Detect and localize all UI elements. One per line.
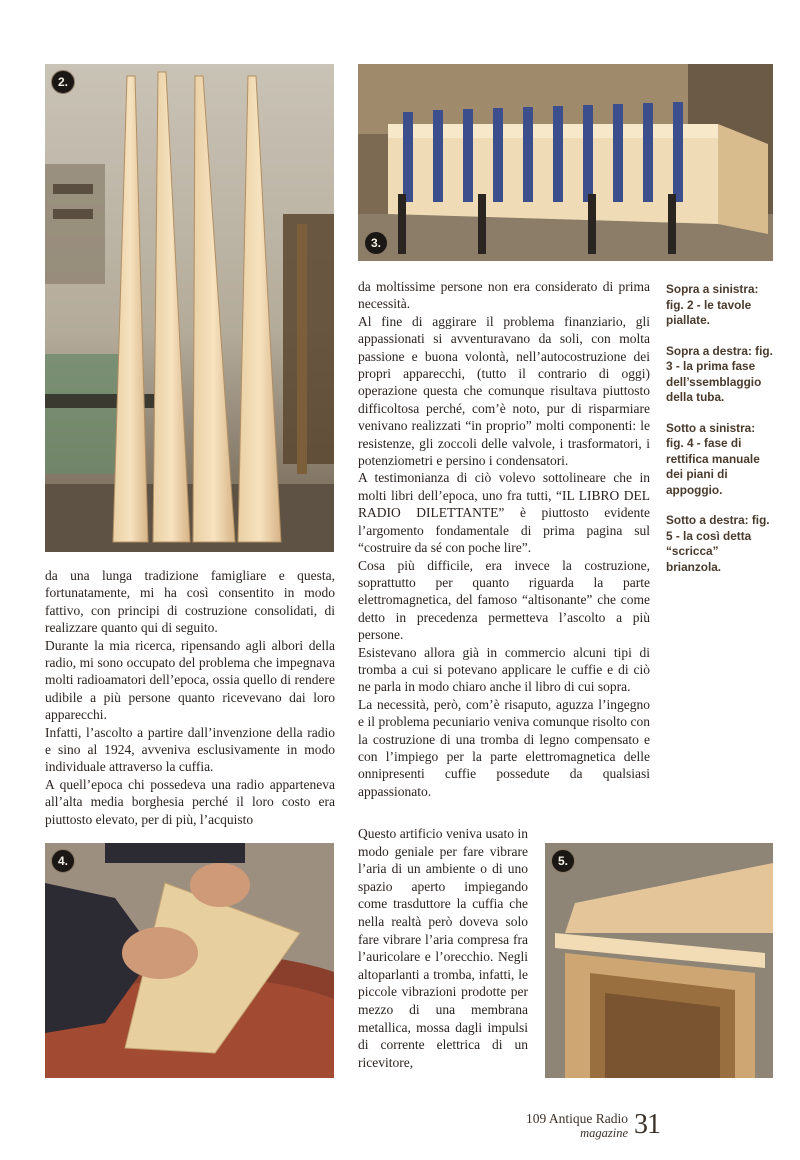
figure-5-number: 5. bbox=[551, 849, 575, 873]
caption-fig-2: Sopra a sinistra: fig. 2 - le tavole piallate. bbox=[666, 282, 759, 327]
figure-3-photo bbox=[358, 64, 773, 261]
paragraph: Esistevano allora già in commercio alcuni tipi di tromba a cui si potevano applicare le cuffie e di ciò ne parla in modo chiaro anche il libro di cui sopra. bbox=[358, 644, 650, 695]
issue-title: 109 Antique Radio bbox=[526, 1111, 628, 1126]
paragraph: Cosa più difficile, era invece la costruzione, soprattutto per quanto riguarda la parte elettromagnetica, del famoso “altisonante” che come detto in precedenza permetteva l’ascolto a più persone. bbox=[358, 557, 650, 643]
caption-fig-5: Sotto a destra: fig. 5 - la così detta “scricca” brianzola. bbox=[666, 513, 770, 574]
caption-fig-3: Sopra a destra: fig. 3 - la prima fase dell’ssemblaggio della tuba. bbox=[666, 343, 773, 404]
sanding-illustration bbox=[45, 843, 334, 1078]
middle-column-text bbox=[358, 278, 650, 800]
horn-box-illustration bbox=[545, 843, 773, 1078]
paragraph: Questo artificio veniva usato in modo geniale per fare vibrare l’aria di un ambiente o di uno spazio aperto impiegando come trasduttore la cuffia che nella realtà però doveva solo fare vibrare l’aria compresa fra l’auricolare e l’orecchio. Negli altoparlanti a tromba, infatti, le piccole vibrazioni prodotte per mezzo di una membrana metallica, mossa dagli impulsi di corrente elettrica di un ricevitore, bbox=[358, 826, 528, 1070]
paragraph: da moltissime persone non era considerato di prima necessità. bbox=[358, 279, 650, 312]
paragraph: Al fine di aggirare il problema finanziario, gli appassionati si avventuravano da soli, con molta passione e buona volontà, nell’autocostruzione dei propri apparecchi, (tutto il contrario di oggi) operazione questa che comunque risultava piuttosto difficoltosa perché, com’è noto, pur di risparmiare venivano realizzati “in proprio” molti componenti: le resistenze, gli zoccoli delle valvole, i trasformatori, i potenziometri e persino i condensatori. bbox=[358, 313, 650, 469]
issue-subtitle: magazine bbox=[580, 1126, 628, 1140]
clamping-illustration bbox=[358, 64, 773, 261]
planks-illustration bbox=[45, 64, 334, 552]
narrow-column-text bbox=[358, 825, 528, 1071]
figure-captions bbox=[666, 282, 774, 590]
figure-3-number: 3. bbox=[364, 231, 388, 255]
figure-4-photo bbox=[45, 843, 334, 1078]
paragraph: La necessità, però, com’è risaputo, aguzza l’ingegno e il problema pecuniario veniva comunque risolto con la costruzione di una tromba di legno compensato e con l’impiego per la parte elettromagnetica delle onnipresenti cuffie possedute da qualsiasi appassionato. bbox=[358, 696, 650, 799]
figure-5-photo bbox=[545, 843, 773, 1078]
paragraph: A testimonianza di ciò volevo sottolineare che in molti libri dell’epoca, uno fra tutti, “IL LIBRO DEL RADIO DILETTANTE” è piuttosto evidente l’argomento fondamentale di prima pagina sul “costruire da sé con poche lire”. bbox=[358, 470, 650, 556]
paragraph: Durante la mia ricerca, ripensando agli albori della radio, mi sono occupato del problema che impegnava molti radioamatori dell’epoca, ossia quello di rendere udibile a più persone quanto ricevevano dai loro apparecchi. bbox=[45, 637, 335, 723]
figure-4-number: 4. bbox=[51, 849, 75, 873]
paragraph: Infatti, l’ascolto a partire dall’invenzione della radio e sino al 1924, avveniva esclusivamente in modo individuale attraverso la cuffia. bbox=[45, 724, 335, 775]
left-column-text bbox=[45, 567, 335, 828]
page-number: 31 bbox=[634, 1109, 660, 1140]
paragraph: A quell’epoca chi possedeva una radio apparteneva all’alta media borghesia perché il loro costo era piuttosto elevato, per di più, l’acquisto bbox=[45, 776, 335, 827]
figure-2-number: 2. bbox=[51, 70, 75, 94]
caption-fig-4: Sotto a sinistra: fig. 4 - fase di rettifica manuale dei piani di appoggio. bbox=[666, 420, 760, 497]
magazine-footer bbox=[490, 1112, 628, 1140]
paragraph: da una lunga tradizione famigliare e questa, fortunatamente, mi ha così consentito in modo fattivo, con principi di costruzione consolidati, di realizzare quanto qui di seguito. bbox=[45, 568, 335, 636]
figure-2-photo bbox=[45, 64, 334, 552]
